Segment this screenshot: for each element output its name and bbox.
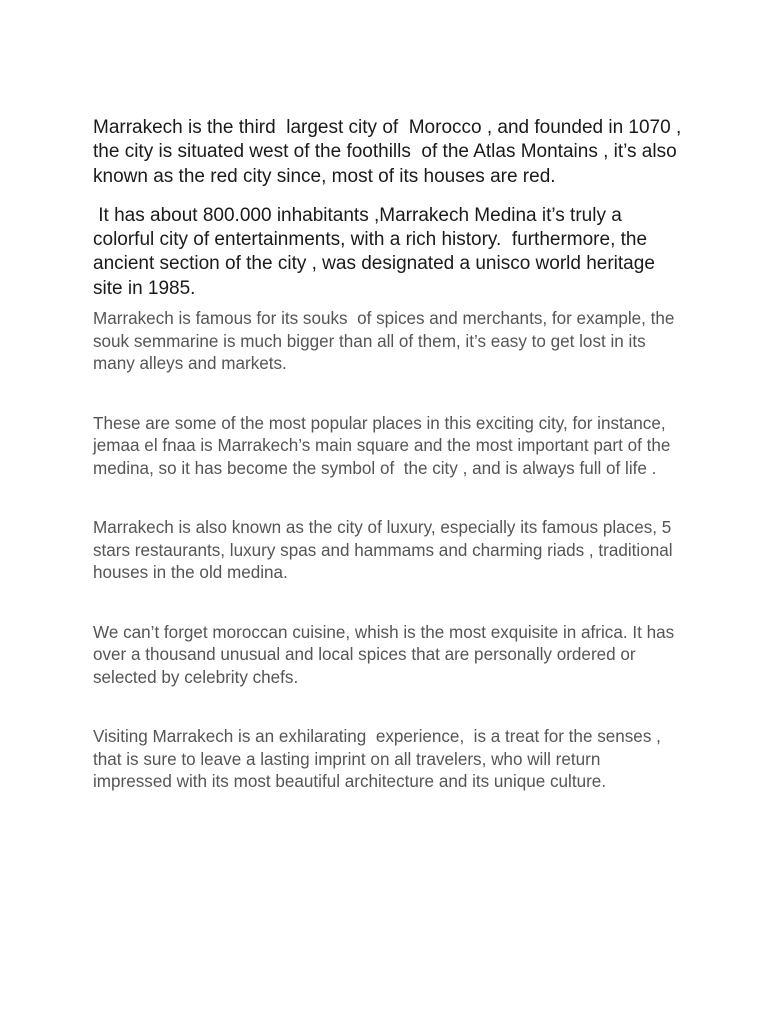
paragraph-luxury: Marrakech is also known as the city of luxury, especially its famous places, 5 stars restaurants, luxury spas and hammams and charming riads , traditional houses in the old medina. (93, 518, 678, 583)
paragraph-popular-places: These are some of the most popular places in this exciting city, for instance, jemaa el fnaa is Marrakech’s main square and the most important part of the medina, so it has become the symbol of the city , and is always full of life . (93, 413, 676, 478)
paragraph-inhabitants: It has about 800.000 inhabitants ,Marrakech Medina it’s truly a colorful city of entertainments, with a rich history. furthermore, the ancient section of the city , was designated a unisco world heritage site in 1985. (93, 204, 661, 299)
paragraph-intro: Marrakech is the third largest city of Morocco , and founded in 1070 , the city is situated west of the foothills of the Atlas Montains , it’s also known as the red city since, most of its houses are red. (93, 117, 687, 187)
paragraph-cuisine: We can’t forget moroccan cuisine, whish is the most exquisite in africa. It has over a thousand unusual and local spices that are personally ordered or selected by celebrity chefs. (93, 622, 679, 687)
paragraph-conclusion: Visiting Marrakech is an exhilarating experience, is a treat for the senses , that is sure to leave a lasting imprint on all travelers, who will return impressed with its most beautiful architecture and its unique culture. (93, 727, 666, 792)
paragraph-souks: Marrakech is famous for its souks of spices and merchants, for example, the souk semmarine is much bigger than all of them, it’s easy to get lost in its many alleys and markets. (93, 309, 680, 374)
document-body (93, 116, 687, 794)
